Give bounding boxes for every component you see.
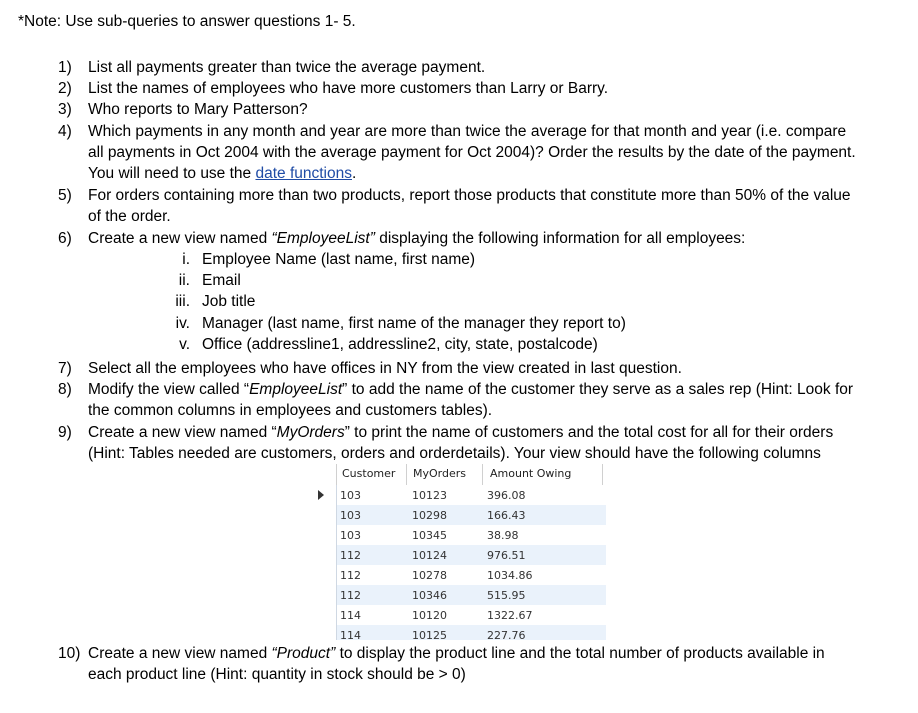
cell-myorders[interactable]: 10124 bbox=[412, 549, 447, 562]
question-text-line3 bbox=[88, 163, 888, 184]
sublist-number: v. bbox=[179, 336, 190, 353]
question-text: List all payments greater than twice the average payment. bbox=[88, 59, 486, 76]
row-selector[interactable] bbox=[310, 625, 336, 640]
row-selector[interactable] bbox=[310, 485, 336, 505]
question-text-line2: of the order. bbox=[88, 208, 171, 225]
question-number: 6) bbox=[58, 230, 72, 247]
question-text-line2: (Hint: Tables needed are customers, orders and orderdetails). Your view should have the following columns bbox=[88, 445, 821, 462]
cell-myorders[interactable]: 10125 bbox=[412, 629, 447, 640]
cell-customer[interactable]: 103 bbox=[340, 529, 361, 542]
question-text-fragment: . bbox=[351, 165, 357, 182]
table-row[interactable] bbox=[310, 525, 606, 545]
cell-customer[interactable]: 103 bbox=[340, 489, 361, 502]
cell-myorders[interactable]: 10346 bbox=[412, 589, 447, 602]
cell-myorders[interactable]: 10120 bbox=[412, 609, 447, 622]
sublist-text: Manager (last name, first name of the manager they report to) bbox=[202, 315, 626, 332]
sublist-number: ii. bbox=[178, 272, 190, 289]
row-selector[interactable] bbox=[310, 525, 336, 545]
cell-myorders[interactable]: 10298 bbox=[412, 509, 447, 522]
table-row[interactable] bbox=[310, 605, 606, 625]
question-number: 2) bbox=[58, 80, 72, 97]
table-row[interactable] bbox=[310, 625, 606, 640]
question-text-line1 bbox=[88, 643, 888, 664]
sublist-text: Job title bbox=[202, 293, 256, 310]
question-text-fragment: ” to print the name of customers and the total cost for all for their orders bbox=[344, 424, 834, 441]
question-number: 8) bbox=[58, 381, 72, 398]
row-selector[interactable] bbox=[310, 565, 336, 585]
question-number: 7) bbox=[58, 360, 72, 377]
cell-customer[interactable]: 112 bbox=[340, 569, 361, 582]
table-row[interactable] bbox=[310, 505, 606, 525]
cell-amount-owing[interactable]: 38.98 bbox=[487, 529, 519, 542]
view-name: “Product” bbox=[271, 645, 336, 662]
cell-customer[interactable]: 114 bbox=[340, 629, 361, 640]
sublist-text: Office (addressline1, addressline2, city, state, postalcode) bbox=[202, 336, 598, 353]
cell-customer[interactable]: 114 bbox=[340, 609, 361, 622]
grid-divider bbox=[602, 464, 603, 485]
question-text-fragment: Modify the view called “ bbox=[88, 381, 250, 398]
question-text-line1 bbox=[88, 422, 888, 443]
table-row[interactable] bbox=[310, 485, 606, 505]
question-text-fragment: Create a new view named bbox=[88, 645, 272, 662]
question-text-fragment: Create a new view named bbox=[88, 230, 272, 247]
sublist-number: i. bbox=[182, 251, 190, 268]
current-row-arrow-icon bbox=[318, 490, 324, 500]
question-number: 10) bbox=[58, 645, 81, 662]
grid-divider bbox=[336, 464, 337, 485]
cell-customer[interactable]: 112 bbox=[340, 589, 361, 602]
grid-header bbox=[310, 464, 606, 485]
sublist-number: iii. bbox=[175, 293, 190, 310]
question-text-line1: For orders containing more than two products, report those products that constitute more than 50% of the value bbox=[88, 187, 851, 204]
column-header-customer[interactable]: Customer bbox=[342, 467, 396, 480]
cell-amount-owing[interactable]: 976.51 bbox=[487, 549, 526, 562]
date-functions-link[interactable]: date functions bbox=[255, 165, 352, 182]
question-text-fragment: Create a new view named “ bbox=[88, 424, 277, 441]
view-name: EmployeeList bbox=[249, 381, 343, 398]
row-selector[interactable] bbox=[310, 585, 336, 605]
table-row[interactable] bbox=[310, 585, 606, 605]
cell-amount-owing[interactable]: 515.95 bbox=[487, 589, 526, 602]
column-header-amount-owing[interactable]: Amount Owing bbox=[490, 467, 572, 480]
table-row[interactable] bbox=[310, 545, 606, 565]
cell-myorders[interactable]: 10345 bbox=[412, 529, 447, 542]
table-row[interactable] bbox=[310, 565, 606, 585]
question-number: 4) bbox=[58, 123, 72, 140]
question-text-line2: each product line (Hint: quantity in stock should be > 0) bbox=[88, 666, 466, 683]
question-text: List the names of employees who have more customers than Larry or Barry. bbox=[88, 80, 609, 97]
column-header-myorders[interactable]: MyOrders bbox=[413, 467, 466, 480]
question-number: 3) bbox=[58, 101, 72, 118]
result-grid bbox=[310, 464, 606, 640]
cell-myorders[interactable]: 10123 bbox=[412, 489, 447, 502]
note-text: *Note: Use sub-queries to answer questions 1- 5. bbox=[18, 13, 356, 30]
question-number: 9) bbox=[58, 424, 72, 441]
question-number: 5) bbox=[58, 187, 72, 204]
cell-customer[interactable]: 112 bbox=[340, 549, 361, 562]
question-number: 1) bbox=[58, 59, 72, 76]
cell-amount-owing[interactable]: 227.76 bbox=[487, 629, 526, 640]
cell-amount-owing[interactable]: 1322.67 bbox=[487, 609, 533, 622]
row-selector[interactable] bbox=[310, 545, 336, 565]
question-text-fragment: ” to add the name of the customer they serve as a sales rep (Hint: Look for bbox=[342, 381, 854, 398]
sublist-text: Email bbox=[202, 272, 241, 289]
question-text: Select all the employees who have offices in NY from the view created in last question. bbox=[88, 360, 682, 377]
cell-myorders[interactable]: 10278 bbox=[412, 569, 447, 582]
question-text-line2: the common columns in employees and customers tables). bbox=[88, 402, 493, 419]
grid-divider bbox=[482, 464, 483, 485]
cell-amount-owing[interactable]: 1034.86 bbox=[487, 569, 533, 582]
grid-divider bbox=[406, 464, 407, 485]
sublist-number: iv. bbox=[175, 315, 190, 332]
cell-customer[interactable]: 103 bbox=[340, 509, 361, 522]
question-text bbox=[88, 228, 888, 249]
cell-amount-owing[interactable]: 166.43 bbox=[487, 509, 526, 522]
question-text-line1 bbox=[88, 379, 888, 400]
question-text-line2: all payments in Oct 2004 with the average payment for Oct 2004)? Order the results by the date of the payment. bbox=[88, 144, 856, 161]
question-text-line1: Which payments in any month and year are more than twice the average for that month and year (i.e. compare bbox=[88, 123, 847, 140]
question-text-fragment: to display the product line and the total number of products available in bbox=[335, 645, 825, 662]
cell-amount-owing[interactable]: 396.08 bbox=[487, 489, 526, 502]
row-selector[interactable] bbox=[310, 505, 336, 525]
question-text-fragment: You will need to use the bbox=[88, 165, 256, 182]
row-selector[interactable] bbox=[310, 605, 336, 625]
view-name: “EmployeeList” bbox=[271, 230, 375, 247]
sublist-text: Employee Name (last name, first name) bbox=[202, 251, 476, 268]
question-text-fragment: displaying the following information for all employees: bbox=[374, 230, 746, 247]
question-text: Who reports to Mary Patterson? bbox=[88, 101, 308, 118]
view-name: MyOrders bbox=[276, 424, 345, 441]
